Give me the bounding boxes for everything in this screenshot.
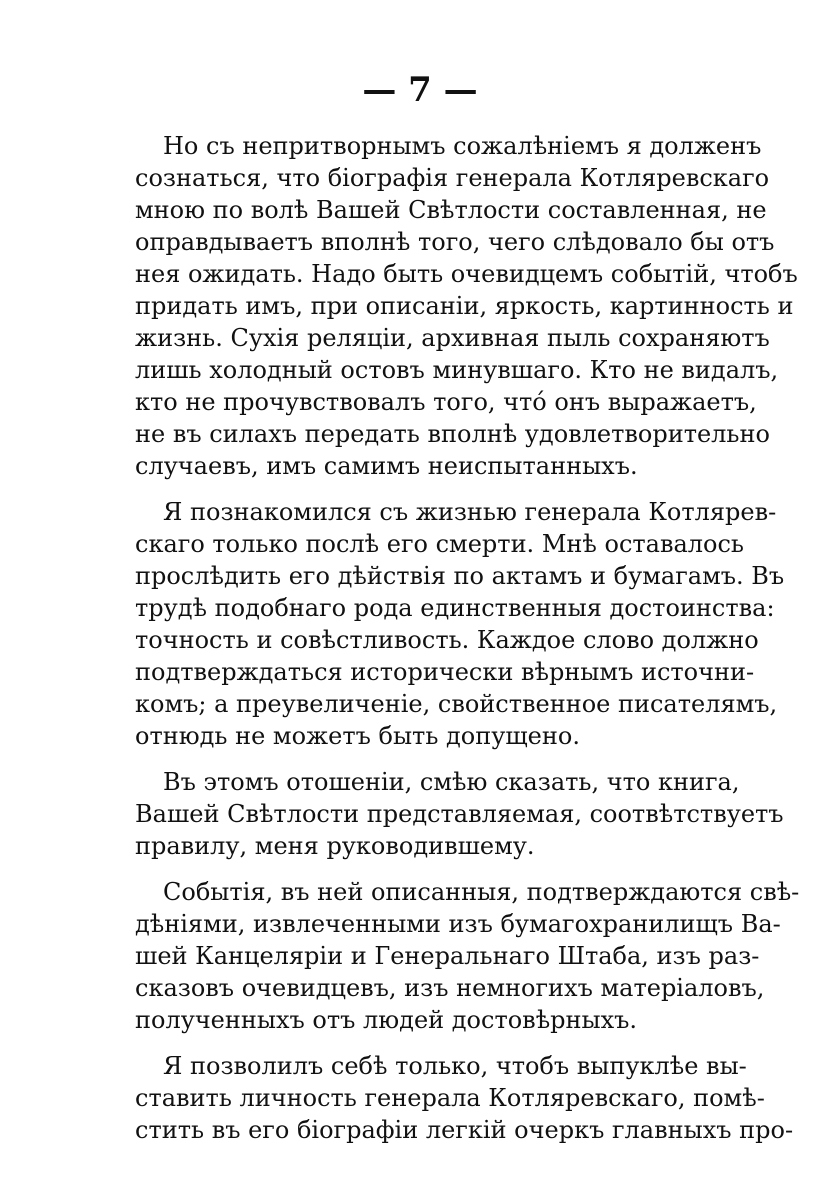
text-line: ставить личность генерала Котляревскаго, помѣ- <box>135 1084 765 1112</box>
text-line: Вашей Свѣтлости представляемая, соотвѣтствуетъ <box>135 800 784 828</box>
text-line: не въ силахъ передать вполнѣ удовлетворительно <box>135 420 770 448</box>
paragraph <box>135 876 800 1036</box>
paragraph <box>135 130 798 482</box>
text-line: стить въ его біографіи легкій очеркъ главныхъ про- <box>135 1116 794 1144</box>
text-line: дѣніями, извлеченными изъ бумагохранилищъ Ва- <box>135 910 781 938</box>
paragraph <box>135 766 784 862</box>
text-line: Въ этомъ отошеніи, смѣю сказать, что книга, <box>163 768 740 796</box>
text-line: Но съ непритворнымъ сожалѣніемъ я долженъ <box>163 132 762 160</box>
text-line: сказовъ очевидцевъ, изъ немногихъ матеріаловъ, <box>135 974 765 1002</box>
text-line: кто не прочувствовалъ того, что́ онъ выражаетъ, <box>135 388 757 416</box>
text-line: Я позволилъ себѣ только, чтобъ выпуклѣе вы- <box>163 1052 747 1080</box>
text-line: отнюдь не можетъ быть допущено. <box>135 722 580 750</box>
text-line: лишь холодный остовъ минувшаго. Кто не видалъ, <box>135 356 779 384</box>
text-line: скаго только послѣ его смерти. Мнѣ оставалось <box>135 530 744 558</box>
text-line: трудѣ подобнаго рода единственныя достоинства: <box>135 594 775 622</box>
text-line: жизнь. Сухія реляціи, архивная пыль сохраняютъ <box>135 324 770 352</box>
text-line: точность и совѣстливость. Каждое слово должно <box>135 626 759 654</box>
text-line: полученныхъ отъ людей достовѣрныхъ. <box>135 1006 638 1034</box>
text-line: прослѣдить его дѣйствія по актамъ и бумагамъ. Въ <box>135 562 785 590</box>
text-line: комъ; а преувеличеніе, свойственное писателямъ, <box>135 690 778 718</box>
page-number: — 7 — <box>362 70 478 110</box>
text-line: мною по волѣ Вашей Свѣтлости составленная, не <box>135 196 767 224</box>
text-line: сознаться, что біографія генерала Котляревскаго <box>135 164 770 192</box>
text-line: Событія, въ ней описанныя, подтверждаются свѣ- <box>163 878 800 906</box>
paragraph <box>135 496 785 752</box>
text-line: случаевъ, имъ самимъ неиспытанныхъ. <box>135 452 638 480</box>
text-line: подтверждаться исторически вѣрнымъ источни- <box>135 658 755 686</box>
text-line: оправдываетъ вполнѣ того, чего слѣдовало бы отъ <box>135 228 775 256</box>
text-line: придать имъ, при описаніи, яркость, картинность и <box>135 292 794 320</box>
body-text <box>135 130 800 1160</box>
text-line: шей Канцеляріи и Генеральнаго Штаба, изъ раз- <box>135 942 760 970</box>
text-line: правилу, меня руководившему. <box>135 832 535 860</box>
text-line: Я познакомился съ жизнью генерала Котлярев- <box>163 498 777 526</box>
paragraph <box>135 1050 794 1146</box>
text-line: нея ожидать. Надо быть очевидцемъ событій, чтобъ <box>135 260 798 288</box>
